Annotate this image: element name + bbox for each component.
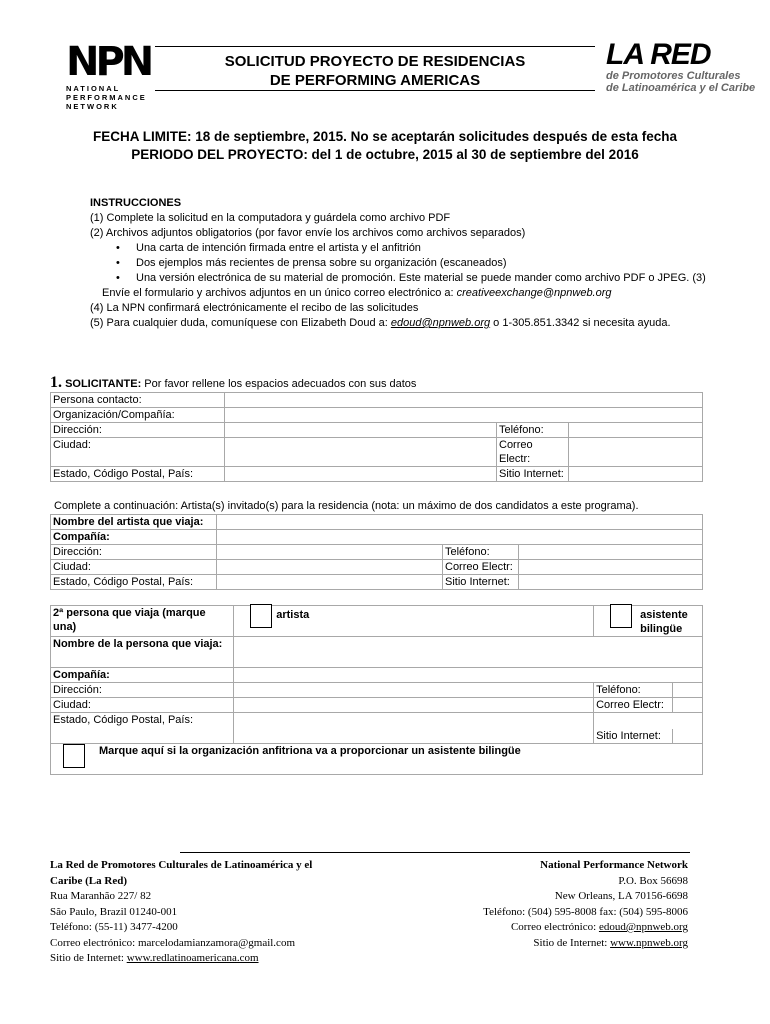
host-assistant-checkbox[interactable] (63, 744, 85, 768)
footer-org-name: Caribe (La Red) (50, 874, 127, 887)
field-label: Nombre del artista que viaja: (51, 515, 217, 530)
field-label: Ciudad: (51, 560, 217, 575)
artist-intro: Complete a continuación: Artista(s) invitado(s) para la residencia (nota: un máximo de dos candidatos a este programa). (54, 500, 639, 512)
npn-logo-words (66, 84, 147, 111)
field-label: Compañía: (51, 530, 217, 545)
field-label: Estado, Código Postal, País: (51, 575, 217, 590)
table-row (51, 668, 703, 683)
table-row (51, 423, 703, 438)
table-row (51, 744, 703, 775)
table-row (51, 637, 703, 668)
deadline-block (40, 128, 730, 164)
artist-company-input[interactable] (217, 530, 703, 545)
npn-word: PERFORMANCE (66, 93, 147, 102)
field-label: Ciudad: (51, 698, 234, 713)
phone-cell[interactable] (594, 683, 703, 698)
option-label: asistente bilingüe (640, 609, 688, 635)
lared-logo-sub-1: de Promotores Culturales (606, 70, 741, 82)
footer-address: Rua Maranhão 227/ 82 (50, 890, 152, 902)
footer-email-label: Correo electrónico: (510, 921, 599, 933)
artist-website-input[interactable] (519, 575, 703, 590)
state-input[interactable] (225, 467, 497, 482)
second-city-input[interactable] (234, 698, 594, 713)
section-number: 1. (50, 374, 62, 391)
lared-logo-mark: LA RED (606, 38, 711, 71)
email-link[interactable]: edoud@npnweb.org (390, 317, 491, 329)
instruction-text: (5) Para cualquier duda, comuníquese con Elizabeth Doud a: (90, 317, 391, 329)
footer-email: Correo electrónico: marcelodamianzamora@gmail.com (50, 936, 295, 949)
field-label: Sitio Internet: (596, 729, 673, 743)
assistant-checkbox[interactable] (610, 604, 632, 628)
footer-address: P.O. Box 56698 (618, 874, 688, 887)
header-rule-top (155, 46, 595, 47)
applicant-table (50, 392, 703, 482)
footer-lared-contact (50, 858, 380, 967)
field-label: Teléfono: (443, 545, 519, 560)
section-1-title (50, 374, 416, 392)
second-person-table (50, 605, 703, 775)
second-company-input[interactable] (234, 668, 703, 683)
lared-logo-sub-2: de Latinoamérica y el Caribe (606, 82, 756, 94)
lared-logo (606, 40, 756, 94)
website-input[interactable] (569, 467, 703, 482)
instruction-item: (1) Complete la solicitud en la computadora y guárdela como archivo PDF (90, 212, 451, 224)
host-assistant-cell (51, 744, 703, 775)
title-line-1: SOLICITUD PROYECTO DE RESIDENCIAS (224, 53, 526, 70)
artist-address-input[interactable] (217, 545, 443, 560)
field-label: Dirección: (51, 683, 234, 698)
deadline-line: FECHA LIMITE: 18 de septiembre, 2015. No se aceptarán solicitudes después de esta fecha (93, 129, 677, 144)
field-label: Dirección: (51, 423, 225, 438)
artist-email-input[interactable] (519, 560, 703, 575)
instruction-text: o 1-305.851.3342 si necesita ayuda. (490, 317, 671, 329)
field-label: Correo Electr: (596, 698, 673, 712)
website-link[interactable]: www.npnweb.org (610, 936, 688, 949)
instruction-item: (4) La NPN confirmará electrónicamente el recibo de las solicitudes (90, 302, 419, 314)
address-input[interactable] (225, 423, 497, 438)
npn-logo (66, 39, 151, 111)
email-cell[interactable] (594, 698, 703, 713)
footer-npn-contact (420, 858, 688, 951)
npn-logo-mark: NPN (66, 39, 151, 85)
instruction-bullet: • Una carta de intención firmada entre el artista y el anfitrión (90, 241, 730, 256)
table-row (51, 698, 703, 713)
footer-phone: Teléfono: (504) 595-8008 fax: (504) 595-8006 (483, 905, 688, 918)
field-label: 2ª persona que viaja (marque una) (51, 606, 234, 637)
table-row (51, 408, 703, 423)
second-address-input[interactable] (234, 683, 594, 698)
instruction-item (90, 316, 730, 331)
field-label: Persona contacto: (51, 393, 225, 408)
instruction-item (90, 286, 730, 301)
field-label: Correo Electr: (497, 438, 569, 467)
table-row (51, 530, 703, 545)
footer-rule (180, 852, 690, 853)
table-row (51, 545, 703, 560)
instruction-bullet: • Una versión electrónica de su material de promoción. Este material se puede mander como archivo PDF o JPEG. (3) (90, 271, 730, 286)
second-name-input[interactable] (234, 637, 703, 668)
page-title (155, 52, 595, 90)
artist-phone-input[interactable] (519, 545, 703, 560)
option-artist-cell (234, 606, 594, 637)
web-cell[interactable] (594, 713, 703, 744)
second-state-input[interactable] (234, 713, 594, 744)
field-label: Organización/Compañía: (51, 408, 225, 423)
field-label: Estado, Código Postal, País: (51, 467, 225, 482)
footer-web (50, 951, 380, 967)
instruction-item: (2) Archivos adjuntos obligatorios (por favor envíe los archivos como archivos separados) (90, 227, 526, 239)
email-link[interactable]: creativeexchange@npnweb.org (456, 287, 612, 299)
footer-email (420, 920, 688, 936)
field-label: Estado, Código Postal, País: (51, 713, 234, 744)
artist-checkbox[interactable] (250, 604, 272, 628)
table-row (51, 606, 703, 637)
field-label: Correo Electr: (443, 560, 519, 575)
footer-web-label: Sitio de Internet: (533, 936, 611, 949)
instructions (90, 196, 730, 331)
instruction-bullet: • Dos ejemplos más recientes de prensa sobre su organización (escaneados) (90, 256, 730, 271)
instructions-heading: INSTRUCCIONES (90, 197, 182, 209)
field-label: Nombre de la persona que viaja: (51, 637, 234, 668)
table-row (51, 393, 703, 408)
table-row (51, 560, 703, 575)
artist-table (50, 514, 703, 590)
footer-org-name: La Red de Promotores Culturales de Latinoamérica y el (50, 859, 313, 871)
instruction-text: Envíe el formulario y archivos adjuntos en un único correo electrónico a: (102, 287, 457, 299)
footer-phone: Teléfono: (55-11) 3477-4200 (50, 921, 178, 933)
phone-input[interactable] (569, 423, 703, 438)
header-rule-bottom (155, 90, 595, 91)
organization-input[interactable] (225, 408, 703, 423)
field-label: Teléfono: (497, 423, 569, 438)
artist-name-input[interactable] (217, 515, 703, 530)
footer-org-name: National Performance Network (540, 859, 688, 871)
city-input[interactable] (225, 438, 497, 467)
option-label: artista (276, 609, 310, 621)
option-assistant-cell (594, 606, 703, 637)
table-row (51, 683, 703, 698)
table-row (51, 575, 703, 590)
field-label: Compañía: (51, 668, 234, 683)
footer-address: São Paulo, Brazil 01240-001 (50, 905, 178, 918)
table-row (51, 467, 703, 482)
npn-word: NETWORK (66, 102, 119, 111)
table-row (51, 713, 703, 744)
field-label: Sitio Internet: (497, 467, 569, 482)
footer-address: New Orleans, LA 70156-6698 (554, 890, 688, 902)
npn-word: NATIONAL (66, 84, 121, 93)
section-description: Por favor rellene los espacios adecuados con sus datos (141, 378, 417, 390)
email-input[interactable] (569, 438, 703, 467)
email-link[interactable]: edoud@npnweb.org (598, 921, 688, 933)
field-label: Dirección: (51, 545, 217, 560)
host-assistant-label: Marque aquí si la organización anfitriona va a proporcionar un asistente bilingüe (99, 745, 521, 757)
table-row (51, 438, 703, 467)
project-period-line: PERIODO DEL PROYECTO: del 1 de octubre, 2015 al 30 de septiembre del 2016 (131, 147, 639, 162)
footer-web-label: Sitio de Internet: (50, 952, 127, 964)
artist-state-input[interactable] (217, 575, 443, 590)
field-label: Sitio Internet: (443, 575, 519, 590)
section-label: SOLICITANTE: (65, 378, 142, 390)
field-label: Teléfono: (596, 683, 673, 697)
footer-web (420, 936, 688, 952)
website-link[interactable]: www.redlatinoamericana.com (126, 952, 259, 964)
table-row (51, 515, 703, 530)
contact-input[interactable] (225, 393, 703, 408)
title-line-2: DE PERFORMING AMERICAS (269, 72, 481, 89)
artist-city-input[interactable] (217, 560, 443, 575)
field-label: Ciudad: (51, 438, 225, 467)
